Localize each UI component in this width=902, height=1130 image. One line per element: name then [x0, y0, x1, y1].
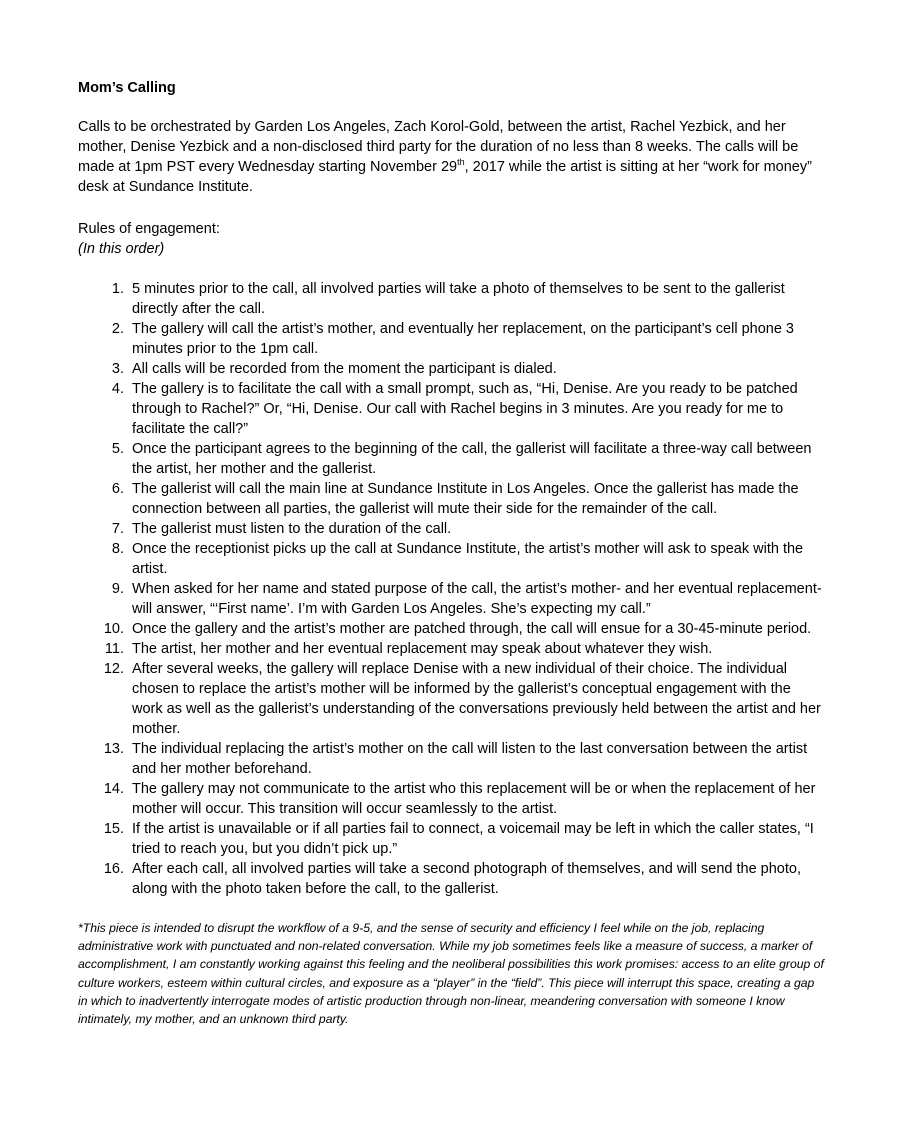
rule-item	[78, 519, 824, 539]
rule-number: 5.	[111, 441, 124, 457]
intro-paragraph	[78, 117, 824, 197]
rule-item	[78, 579, 824, 619]
intro-text-part1: Calls to be orchestrated by Garden Los Angeles, Zach Korol-Gold, between the artist, Rachel Yezbick, and her mother, Denise Yezbick and a non-disclosed third party for the duration of no less than 8 weeks. The calls will be made at 1pm PST every Wednesday starting November 29	[78, 119, 799, 175]
rule-number: 4.	[111, 381, 124, 397]
rule-item	[78, 659, 824, 739]
rule-text: When asked for her name and stated purpose of the call, the artist’s mother- and her eventual replacement- will answer, “‘First name’. I’m with Garden Los Angeles. She’s expecting my call.”	[132, 581, 822, 617]
rule-item	[78, 639, 824, 659]
document-page	[78, 78, 824, 1040]
rule-item	[78, 619, 824, 639]
rules-list	[78, 279, 824, 899]
rule-number: 13.	[103, 741, 124, 757]
rule-number: 9.	[111, 581, 124, 597]
rule-number: 14.	[103, 781, 124, 797]
rule-text: 5 minutes prior to the call, all involved parties will take a photo of themselves to be sent to the gallerist directly after the call.	[132, 281, 785, 317]
rule-number: 6.	[111, 481, 124, 497]
rule-item	[78, 279, 824, 319]
rule-item	[78, 439, 824, 479]
rule-item	[78, 539, 824, 579]
rule-text: After each call, all involved parties will take a second photograph of themselves, and will send the photo, along with the photo taken before the call, to the gallerist.	[132, 861, 801, 897]
intro-superscript: th	[457, 157, 465, 168]
rule-item	[78, 739, 824, 779]
footnote: *This piece is intended to disrupt the workflow of a 9-5, and the sense of security and efficiency I feel while on the job, replacing administrative work with punctuated and non-related conversation. While my job sometimes feels like a measure of success, a marker of accomplishment, I am constantly working against this feeling and the neoliberal possibilities this work promises: access to an elite group of culture workers, esteem within cultural circles, and exposure as a “player” in the “field”. This piece will interrupt this space, creating a gap in which to inadvertently interrogate modes of artistic production through non-linear, meandering conversation with someone I know intimately, my mother, and an unknown third party.	[78, 921, 824, 1027]
rule-text: Once the participant agrees to the beginning of the call, the gallerist will facilitate a three-way call between the artist, her mother and the gallerist.	[132, 441, 812, 477]
rule-number: 10.	[103, 621, 124, 637]
rule-item	[78, 319, 824, 359]
rule-item	[78, 859, 824, 899]
rule-number: 11.	[104, 641, 124, 657]
rule-number: 8.	[111, 541, 124, 557]
rule-number: 12.	[103, 661, 124, 677]
rule-number: 15.	[103, 821, 124, 837]
rule-text: All calls will be recorded from the moment the participant is dialed.	[132, 361, 557, 377]
rule-text: The gallery will call the artist’s mother, and eventually her replacement, on the participant’s cell phone 3 minutes prior to the 1pm call.	[132, 321, 794, 357]
rule-number: 1.	[111, 281, 124, 297]
rules-heading: Rules of engagement:	[78, 221, 220, 237]
rule-text: After several weeks, the gallery will replace Denise with a new individual of their choice. The individual chosen to replace the artist’s mother will be informed by the gallerist’s conceptual engagement with the work as well as the gallerist’s understanding of the conversations previously held between the artist and her mother.	[132, 661, 821, 737]
rule-text: The gallery is to facilitate the call with a small prompt, such as, “Hi, Denise. Are you ready to be patched through to Rachel?” Or, “Hi, Denise. Our call with Rachel begins in 3 minutes. Are you ready for me to facilitate the call?”	[132, 381, 798, 437]
rule-number: 3.	[111, 361, 124, 377]
rule-number: 16.	[103, 861, 124, 877]
rule-item	[78, 479, 824, 519]
rule-text: The artist, her mother and her eventual replacement may speak about whatever they wish.	[132, 641, 713, 657]
rule-text: Once the gallery and the artist’s mother are patched through, the call will ensue for a 30-45-minute period.	[132, 621, 812, 637]
rule-number: 2.	[111, 321, 124, 337]
rule-text: The gallerist must listen to the duration of the call.	[132, 521, 452, 537]
rules-subheading: (In this order)	[78, 241, 165, 257]
rule-item	[78, 359, 824, 379]
rule-text: The gallery may not communicate to the artist who this replacement will be or when the replacement of her mother will occur. This transition will occur seamlessly to the artist.	[132, 781, 816, 817]
rule-number: 7.	[111, 521, 124, 537]
rule-text: The gallerist will call the main line at Sundance Institute in Los Angeles. Once the gallerist has made the connection between all parties, the gallerist will mute their side for the remainder of the call.	[132, 481, 799, 517]
rule-item	[78, 779, 824, 819]
rule-text: The individual replacing the artist’s mother on the call will listen to the last conversation between the artist and her mother beforehand.	[132, 741, 808, 777]
intro-text-part2: , 2017 while the artist is sitting at her “work for money” desk at Sundance Institute.	[78, 159, 812, 195]
rule-text: Once the receptionist picks up the call at Sundance Institute, the artist’s mother will ask to speak with the artist.	[132, 541, 804, 577]
rule-item	[78, 819, 824, 859]
document-title: Mom’s Calling	[78, 80, 176, 96]
rule-text: If the artist is unavailable or if all parties fail to connect, a voicemail may be left in which the caller states, “I tried to reach you, but you didn’t pick up.”	[132, 821, 814, 857]
rule-item	[78, 379, 824, 439]
